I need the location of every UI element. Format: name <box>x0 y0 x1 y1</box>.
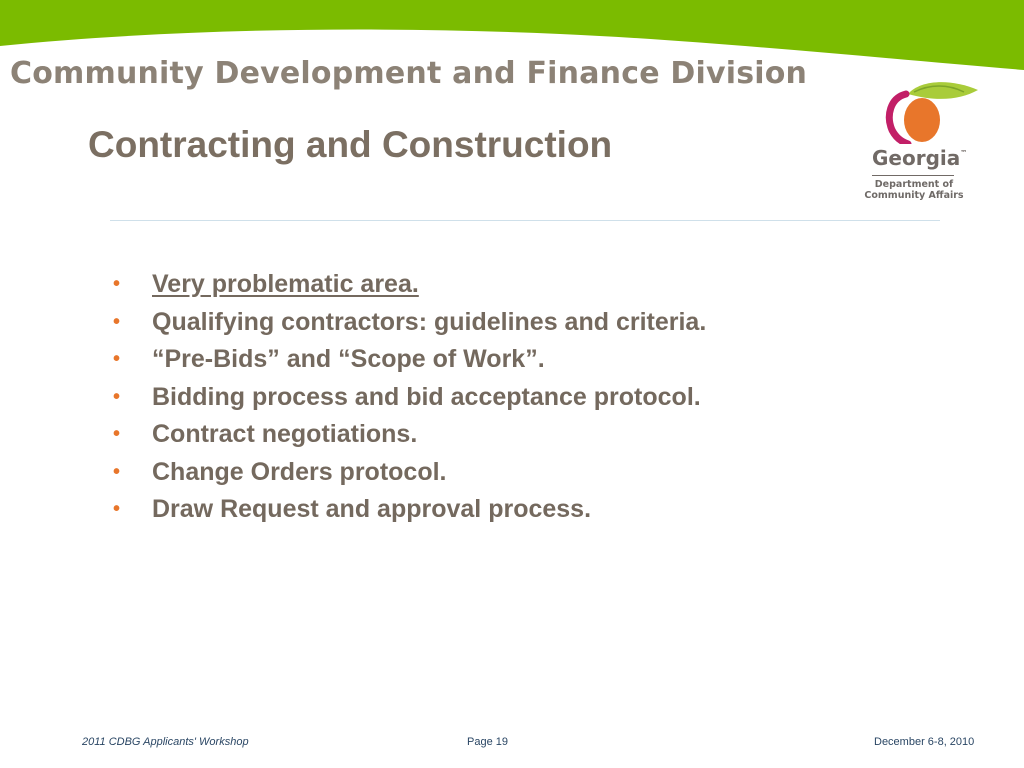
title-divider <box>110 220 940 221</box>
logo-subtitle-line2: Community Affairs <box>864 190 964 201</box>
logo-divider <box>872 175 954 176</box>
bullet-item <box>112 341 706 379</box>
bullet-item <box>112 416 706 454</box>
bullet-icon: • <box>113 460 121 483</box>
bullet-item <box>112 379 706 417</box>
peach-logo-icon <box>880 80 980 144</box>
bullet-text: Bidding process and bid acceptance protocol. <box>152 382 701 411</box>
footer-page-number: Page 19 <box>467 736 508 748</box>
bullet-text: Contract negotiations. <box>152 420 418 448</box>
footer-event: 2011 CDBG Applicants' Workshop <box>82 736 249 748</box>
bullet-icon: • <box>113 348 121 370</box>
logo-wordmark <box>872 146 967 170</box>
bullet-text: Change Orders protocol. <box>152 457 447 486</box>
bullet-icon: • <box>113 385 121 408</box>
bullet-item <box>112 266 706 304</box>
bullet-item <box>112 304 706 342</box>
bullet-text: Draw Request and approval process. <box>152 495 592 523</box>
logo-subtitle-line1: Department of <box>874 179 954 190</box>
bullet-icon: • <box>113 273 121 295</box>
trademark-symbol: ™ <box>960 149 968 157</box>
logo-subtitle <box>858 179 970 201</box>
georgia-dca-logo <box>858 80 974 204</box>
bullet-list <box>112 266 706 529</box>
bullet-item <box>112 454 706 492</box>
bullet-text: Very problematic area. <box>152 270 419 298</box>
bullet-text: Qualifying contractors: guidelines and criteria. <box>152 307 707 336</box>
bullet-item <box>112 491 706 529</box>
footer-date: December 6-8, 2010 <box>874 736 975 748</box>
division-title: Community Development and Finance Division <box>10 56 808 91</box>
bullet-icon: • <box>113 423 121 445</box>
bullet-icon: • <box>113 310 121 333</box>
bullet-text: “Pre-Bids” and “Scope of Work”. <box>152 345 545 373</box>
slide-title: Contracting and Construction <box>88 124 613 165</box>
bullet-icon: • <box>113 498 121 520</box>
logo-wordmark-text: Georgia <box>872 146 961 170</box>
